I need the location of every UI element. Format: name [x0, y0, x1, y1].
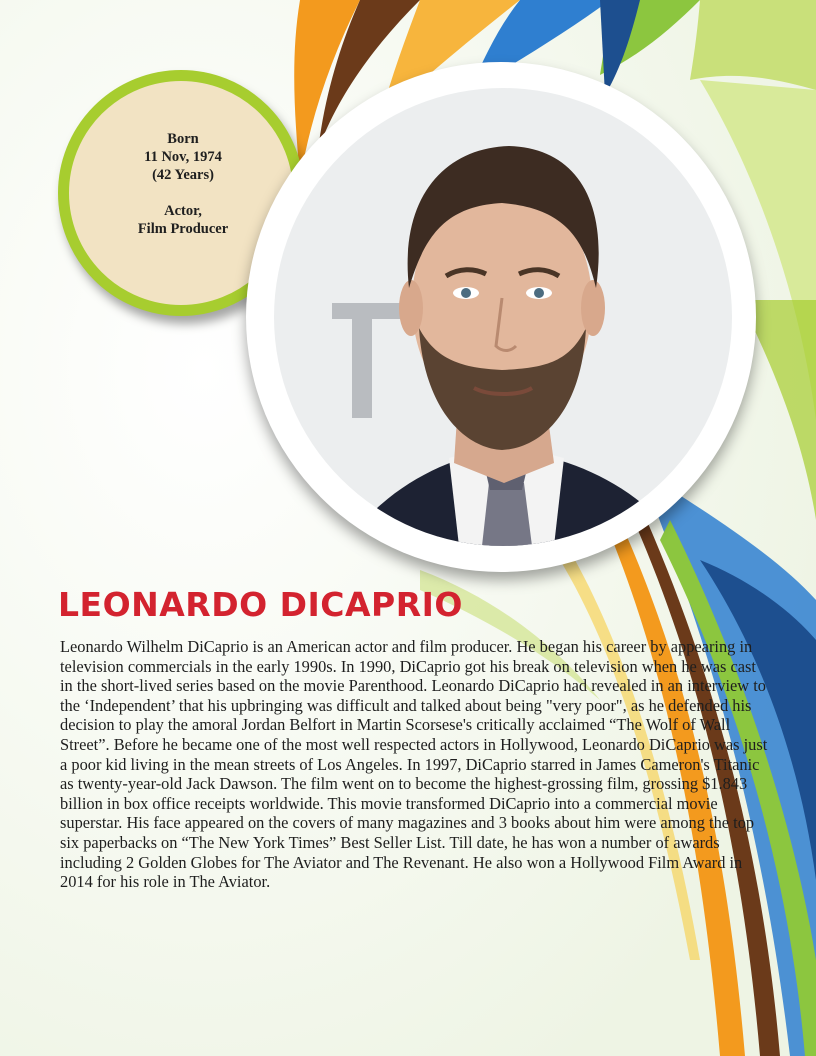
occupation-line-2: Film Producer	[137, 221, 229, 237]
age: (42 Years)	[152, 167, 214, 183]
spacer	[88, 184, 278, 202]
birth-date: 11 Nov, 1974	[144, 149, 222, 165]
person-name-heading: LEONARDO DICAPRIO	[58, 585, 463, 624]
info-badge-text	[88, 130, 278, 238]
biography-paragraph: Leonardo Wilhelm DiCaprio is an American actor and film producer. He began his career by appearing in television commercials in the early 1990s. In 1990, DiCaprio got his break on television when he was cast in the short-lived series based on the movie Parenthood. Leonardo DiCaprio had revealed in an interview to the ‘Independent’ that his upbringing was difficult and talked about being "very poor", as he defended his decision to play the amoral Jordan Belfort in Martin Scorsese's critically acclaimed “The Wolf of Wall Street”. Before he became one of the most well respected actors in Hollywood, Leonardo DiCaprio was just a poor kid living in the mean streets of Los Angeles. In 1997, DiCaprio starred in James Cameron's Titanic as twenty-year-old Jack Dawson. The film went on to become the highest-grossing film, grossing $1.843 billion in box office receipts worldwide. This movie transformed DiCaprio into a commercial movie superstar. His face appeared on the covers of many magazines and 3 books about him were among the top six paperbacks on “The New York Times” Best Seller List. Till date, he has won a number of awards including 2 Golden Globes for The Aviator and The Revenant. He also won a Hollywood Film Award in 2014 for his role in The Aviator.	[60, 637, 768, 892]
occupation-line-1: Actor,	[164, 203, 202, 219]
portrait-photo	[274, 88, 732, 546]
born-label: Born	[167, 131, 199, 147]
